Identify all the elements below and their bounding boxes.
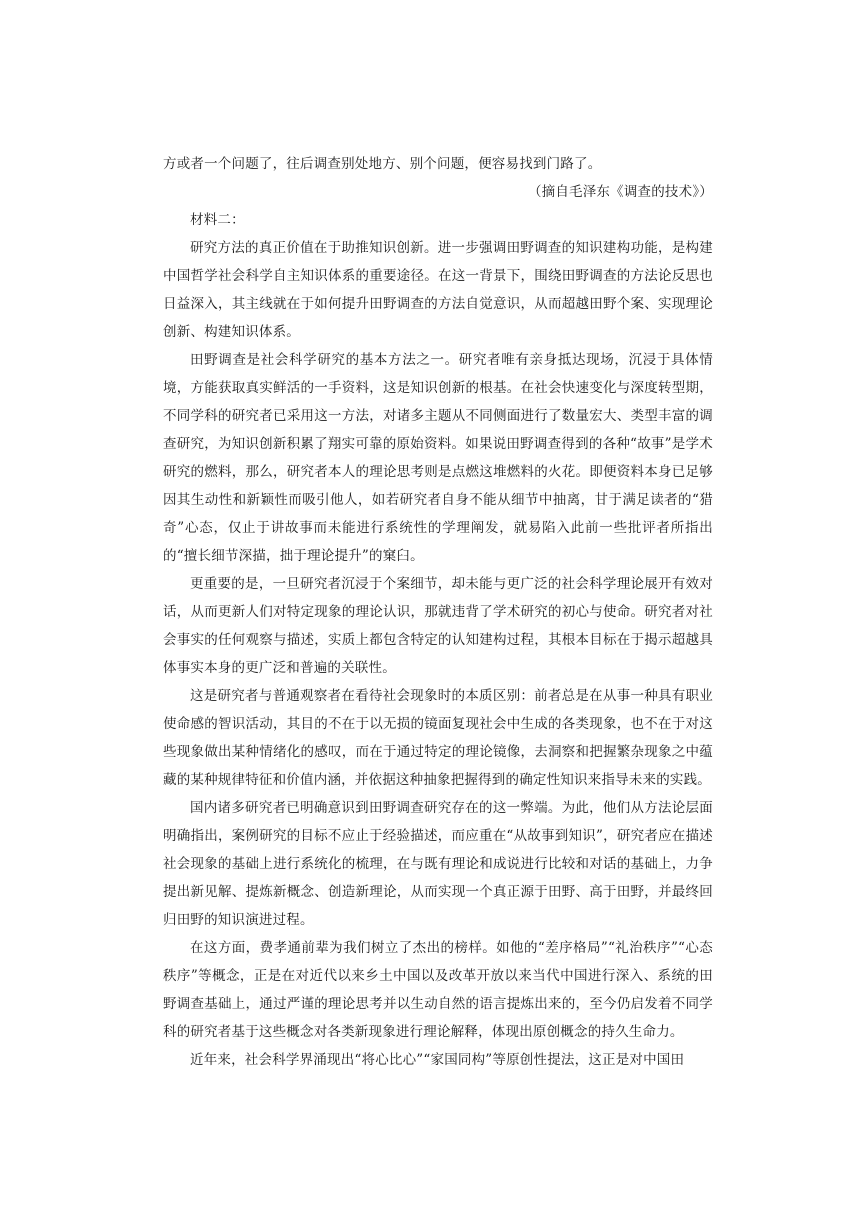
- paragraph: 国内诸多研究者已明确意识到田野调查研究存在的这一弊端。为此，他们从方法论层面明确指出，案例研究的目标不应止于经验描述，而应重在“从故事到知识”，研究者应在描述社会现象的基础上进行系统化的梳理，在与既有理论和成说进行比较和对话的基础上，力争提出新见解、提炼新概念、创造新理论，从而实现一个真正源于田野、高于田野，并最终回归田野的知识演进过程。: [163, 800, 713, 928]
- document-body: [163, 150, 713, 1074]
- source-citation: （摘自毛泽东《调查的技术》）: [527, 184, 713, 200]
- material-heading: 材料二：: [190, 212, 245, 228]
- paragraph: 田野调查是社会科学研究的基本方法之一。研究者唯有亲身抵达现场，沉浸于具体情境，方能获取真实鲜活的一手资料，这是知识创新的根基。在社会快速变化与深度转型期，不同学科的研究者已采用这一方法，对诸多主题从不同侧面进行了数量宏大、类型丰富的调查研究，为知识创新积累了翔实可靠的原始资料。如果说田野调查得到的各种“故事”是学术研究的燃料，那么，研究者本人的理论思考则是点燃这堆燃料的火花。即便资料本身已足够因其生动性和新颖性而吸引他人，如若研究者自身不能从细节中抽离，甘于满足读者的“猎奇”心态，仅止于讲故事而未能进行系统性的学理阐发，就易陷入此前一些批评者所指出的“擅长细节深描，拙于理论提升”的窠臼。: [163, 352, 713, 564]
- continuation-line: 方或者一个问题了，往后调查别处地方、别个问题，便容易找到门路了。: [163, 156, 602, 172]
- paragraph: 研究方法的真正价值在于助推知识创新。进一步强调田野调查的知识建构功能，是构建中国哲学社会科学自主知识体系的重要途径。在这一背景下，围绕田野调查的方法论反思也日益深入，其主线就在于如何提升田野调查的方法自觉意识，从而超越田野个案、实现理论创新、构建知识体系。: [163, 240, 713, 340]
- paragraph: 这是研究者与普通观察者在看待社会现象时的本质区别：前者总是在从事一种具有职业使命感的智识活动，其目的不在于以无损的镜面复现社会中生成的各类现象，也不在于对这些现象做出某种情绪化的感叹，而在于通过特定的理论镜像，去洞察和把握繁杂现象之中蕴藏的某种规律特征和价值内涵，并依据这种抽象把握得到的确定性知识来指导未来的实践。: [163, 688, 713, 788]
- paragraph: 近年来，社会科学界涌现出“将心比心”“家国同构”等原创性提法，这正是对中国田: [190, 1052, 685, 1068]
- paragraph: 在这方面，费孝通前辈为我们树立了杰出的榜样。如他的“差序格局”“礼治秩序”“心态秩序”等概念，正是在对近代以来乡土中国以及改革开放以来当代中国进行深入、系统的田野调查基础上，通过严谨的理论思考并以生动自然的语言提炼出来的，至今仍启发着不同学科的研究者基于这些概念对各类新现象进行理论解释，体现出原创概念的持久生命力。: [163, 940, 713, 1040]
- paragraph: 更重要的是，一旦研究者沉浸于个案细节，却未能与更广泛的社会科学理论展开有效对话，从而更新人们对特定现象的理论认识，那就违背了学术研究的初心与使命。研究者对社会事实的任何观察与描述，实质上都包含特定的认知建构过程，其根本目标在于揭示超越具体事实本身的更广泛和普遍的关联性。: [163, 576, 713, 676]
